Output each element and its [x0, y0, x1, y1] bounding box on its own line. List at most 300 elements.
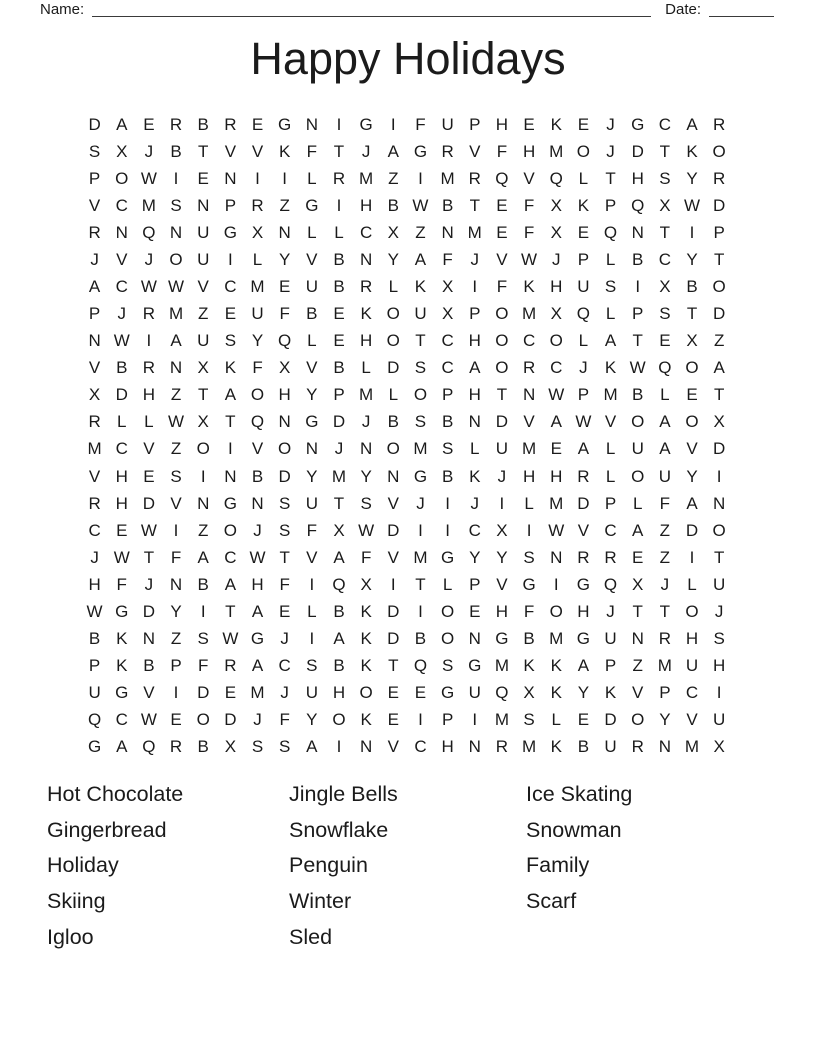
grid-letter: X — [251, 222, 264, 242]
grid-letter: M — [331, 466, 347, 486]
grid-letter: C — [115, 439, 128, 459]
grid-letter: B — [197, 574, 209, 594]
grid-letter: J — [280, 629, 289, 649]
grid-letter: P — [441, 710, 454, 730]
grid-letter: B — [333, 601, 345, 621]
grid-letter: G — [278, 114, 292, 134]
grid-letter: C — [550, 358, 563, 378]
grid-letter: N — [115, 222, 128, 242]
grid-letter: O — [631, 710, 645, 730]
grid-letter: L — [605, 466, 616, 486]
grid-letter: L — [144, 412, 154, 432]
grid-letter: I — [499, 493, 505, 513]
grid-letter: E — [279, 277, 291, 296]
grid-letter: J — [90, 547, 99, 567]
grid-letter: R — [88, 222, 101, 242]
grid-letter: O — [631, 466, 645, 486]
grid-letter: U — [441, 114, 454, 134]
grid-letter: E — [496, 222, 508, 242]
grid-letter: W — [86, 601, 103, 621]
grid-letter: A — [116, 737, 128, 757]
grid-letter: Z — [198, 304, 209, 324]
grid-letter: W — [113, 547, 130, 567]
grid-letter: A — [251, 601, 264, 621]
grid-letter: W — [249, 547, 266, 567]
grid-letter: A — [659, 439, 671, 459]
grid-letter: G — [250, 629, 265, 649]
grid-letter: V — [306, 358, 318, 378]
grid-letter: W — [629, 358, 646, 378]
word-list-item: Skiing — [47, 889, 106, 914]
grid-letter: H — [441, 737, 454, 757]
grid-letter: H — [88, 574, 101, 594]
grid-letter: K — [360, 601, 372, 621]
grid-letter: L — [578, 331, 589, 351]
grid-letter: R — [658, 629, 671, 649]
grid-letter: D — [713, 195, 726, 215]
grid-letter: L — [524, 493, 534, 513]
page-title: Happy Holidays — [250, 33, 566, 84]
grid-letter: V — [577, 520, 590, 540]
grid-letter: O — [712, 277, 726, 296]
grid-letter: B — [632, 249, 644, 269]
grid-letter: V — [469, 141, 481, 161]
grid-letter: P — [88, 168, 101, 188]
grid-letter: K — [686, 141, 698, 161]
grid-letter: W — [140, 277, 157, 296]
grid-letter: N — [550, 547, 563, 567]
grid-letter: G — [413, 141, 428, 161]
grid-letter: C — [522, 331, 536, 351]
grid-letter: H — [631, 168, 644, 188]
grid-letter: G — [631, 114, 645, 134]
grid-letter: O — [386, 331, 400, 351]
grid-letter: U — [604, 737, 617, 757]
grid-letter: H — [495, 601, 509, 621]
grid-letter: L — [442, 574, 453, 594]
grid-letter: E — [279, 601, 291, 621]
grid-letter: B — [333, 277, 345, 296]
grid-letter: Z — [170, 385, 182, 405]
grid-letter: C — [115, 710, 128, 730]
word-list-item: Ice Skating — [526, 782, 633, 806]
grid-letter: F — [306, 520, 318, 540]
grid-letter: F — [170, 547, 182, 567]
grid-letter: N — [142, 629, 156, 649]
grid-letter: X — [713, 412, 725, 432]
grid-letter: H — [360, 195, 373, 215]
grid-letter: R — [713, 168, 726, 188]
word-list-item: Hot Chocolate — [47, 782, 184, 806]
grid-letter: O — [495, 331, 509, 351]
grid-letter: D — [142, 601, 156, 621]
word-list-column — [526, 777, 632, 920]
word-list-item: Snowman — [526, 817, 622, 842]
grid-letter: O — [549, 331, 563, 351]
grid-letter: K — [523, 277, 535, 296]
grid-letter: R — [495, 737, 509, 757]
grid-letter: X — [224, 737, 237, 757]
grid-letter: S — [279, 493, 291, 513]
grid-letter: C — [604, 520, 617, 540]
grid-letter: X — [550, 195, 562, 215]
grid-letter: M — [141, 195, 156, 215]
grid-letter: B — [441, 466, 454, 486]
grid-letter: Y — [469, 547, 481, 567]
grid-letter: H — [332, 683, 346, 703]
grid-letter: I — [418, 520, 423, 540]
grid-letter: K — [604, 683, 617, 703]
grid-letter: I — [336, 195, 342, 215]
grid-letter: Q — [603, 222, 618, 242]
grid-letter: L — [307, 222, 317, 242]
grid-letter: R — [88, 412, 101, 432]
grid-letter: J — [416, 493, 425, 513]
grid-letter: L — [307, 168, 317, 188]
grid-letter: O — [685, 601, 699, 621]
grid-letter: N — [522, 385, 536, 405]
grid-letter: G — [115, 601, 129, 621]
grid-letter: X — [659, 195, 671, 215]
grid-letter: G — [576, 629, 590, 649]
grid-letter: F — [116, 574, 127, 594]
grid-letter: G — [115, 683, 129, 703]
grid-letter: I — [336, 114, 342, 134]
grid-letter: V — [306, 249, 318, 269]
grid-letter: U — [305, 277, 318, 296]
grid-letter: L — [578, 168, 589, 188]
grid-letter: V — [604, 412, 617, 432]
grid-letter: H — [142, 385, 156, 405]
grid-letter: X — [387, 222, 399, 242]
grid-letter: A — [306, 737, 318, 757]
grid-letter: B — [686, 277, 698, 296]
grid-letter: O — [685, 412, 699, 432]
grid-letter: J — [470, 249, 480, 269]
grid-letter: I — [146, 331, 152, 351]
grid-letter: L — [687, 574, 697, 594]
grid-letter: C — [360, 222, 373, 242]
grid-letter: W — [683, 195, 701, 215]
grid-letter: J — [280, 683, 289, 703]
grid-letter: T — [415, 331, 426, 351]
word-list-column — [47, 777, 183, 956]
grid-letter: F — [659, 493, 671, 513]
grid-letter: B — [387, 412, 399, 432]
grid-letter: J — [606, 141, 615, 161]
grid-letter: V — [632, 683, 644, 703]
grid-letter: T — [605, 168, 616, 188]
grid-letter: K — [604, 358, 617, 378]
grid-letter: E — [414, 683, 427, 703]
grid-letter: V — [387, 737, 399, 757]
grid-letter: D — [387, 601, 400, 621]
grid-letter: T — [198, 141, 209, 161]
grid-letter: L — [307, 331, 317, 351]
grid-letter: J — [660, 574, 670, 594]
grid-letter: A — [333, 629, 345, 649]
grid-letter: A — [632, 520, 644, 540]
grid-letter: D — [495, 412, 509, 432]
grid-letter: R — [360, 277, 373, 296]
grid-letter: D — [387, 520, 400, 540]
grid-letter: R — [713, 114, 726, 134]
grid-letter: P — [659, 683, 671, 703]
grid-letter: K — [550, 114, 562, 134]
grid-letter: I — [255, 168, 260, 188]
grid-letter: S — [441, 656, 454, 676]
grid-letter: R — [631, 737, 644, 757]
grid-letter: T — [713, 249, 725, 269]
grid-letter: F — [523, 601, 535, 621]
grid-letter: A — [713, 358, 725, 378]
grid-letter: X — [632, 574, 644, 594]
grid-letter: I — [472, 710, 478, 730]
grid-letter: X — [686, 331, 698, 351]
grid-letter: K — [116, 629, 128, 649]
grid-letter: T — [225, 412, 236, 432]
word-search-grid — [81, 111, 733, 761]
grid-letter: C — [658, 249, 671, 269]
grid-letter: H — [550, 466, 563, 486]
grid-letter: O — [332, 710, 346, 730]
grid-letter: D — [713, 304, 726, 324]
grid-letter: M — [549, 141, 564, 161]
grid-letter: R — [332, 168, 346, 188]
grid-letter: M — [87, 439, 102, 459]
grid-letter: I — [336, 737, 342, 757]
grid-letter: Y — [170, 601, 182, 621]
grid-letter: Q — [142, 222, 156, 242]
grid-letter: T — [686, 304, 698, 324]
grid-letter: Z — [632, 656, 643, 676]
grid-letter: N — [360, 737, 373, 757]
grid-letter: E — [469, 601, 481, 621]
grid-letter: F — [252, 358, 263, 378]
grid-letter: M — [657, 656, 672, 676]
grid-letter: F — [279, 304, 290, 324]
grid-letter: O — [495, 358, 509, 378]
grid-letter: G — [522, 574, 536, 594]
grid-letter: O — [386, 439, 400, 459]
grid-letter: M — [549, 493, 564, 513]
grid-letter: A — [116, 114, 128, 134]
grid-letter: S — [604, 277, 617, 296]
grid-letter: S — [414, 412, 427, 432]
grid-letter: F — [279, 574, 290, 594]
grid-letter: S — [279, 737, 291, 757]
word-list-item: Holiday — [47, 853, 119, 878]
grid-letter: B — [333, 249, 345, 269]
grid-letter: K — [116, 656, 128, 676]
grid-letter: U — [577, 277, 590, 296]
grid-letter: N — [169, 222, 183, 242]
grid-letter: M — [413, 547, 428, 567]
grid-letter: T — [713, 547, 725, 567]
grid-letter: V — [143, 683, 155, 703]
grid-letter: W — [412, 195, 429, 215]
grid-letter: X — [550, 222, 562, 242]
grid-letter: O — [712, 520, 726, 540]
grid-letter: Q — [495, 683, 509, 703]
grid-letter: U — [251, 304, 264, 324]
grid-letter: N — [197, 493, 210, 513]
grid-letter: H — [522, 466, 536, 486]
grid-letter: N — [387, 466, 400, 486]
grid-letter: N — [169, 574, 183, 594]
grid-letter: Z — [388, 168, 399, 188]
grid-letter: S — [523, 547, 535, 567]
grid-letter: C — [685, 683, 699, 703]
grid-letter: Z — [415, 222, 426, 242]
name-blank-line — [92, 1, 651, 17]
grid-letter: D — [631, 141, 644, 161]
grid-letter: T — [713, 385, 725, 405]
grid-letter: H — [685, 629, 699, 649]
grid-letter: G — [223, 493, 237, 513]
grid-letter: V — [523, 412, 535, 432]
grid-letter: J — [90, 249, 99, 269]
grid-letter: F — [496, 141, 508, 161]
grid-letter: Y — [387, 249, 399, 269]
grid-letter: V — [306, 547, 318, 567]
grid-letter: Z — [659, 547, 671, 567]
word-list-item: Winter — [289, 889, 352, 914]
grid-letter: D — [142, 493, 156, 513]
grid-letter: M — [250, 683, 265, 703]
grid-letter: V — [88, 466, 101, 486]
grid-letter: Q — [495, 168, 509, 188]
grid-letter: L — [470, 439, 480, 459]
grid-letter: D — [604, 710, 617, 730]
grid-letter: O — [386, 304, 400, 324]
grid-letter: M — [440, 168, 455, 188]
grid-letter: A — [333, 547, 345, 567]
grid-letter: E — [143, 466, 155, 486]
grid-letter: D — [278, 466, 291, 486]
grid-letter: E — [224, 304, 237, 324]
grid-letter: U — [631, 439, 644, 459]
grid-letter: I — [689, 547, 695, 567]
grid-letter: I — [418, 168, 423, 188]
grid-letter: C — [224, 547, 237, 567]
grid-letter: O — [196, 710, 210, 730]
grid-letter: M — [168, 304, 184, 324]
grid-letter: I — [173, 520, 179, 540]
grid-letter: R — [88, 493, 101, 513]
grid-letter: V — [387, 493, 399, 513]
grid-letter: V — [170, 493, 182, 513]
grid-letter: E — [224, 683, 237, 703]
grid-letter: R — [169, 737, 183, 757]
grid-letter: I — [716, 466, 722, 486]
grid-letter: A — [414, 249, 427, 269]
grid-letter: X — [713, 737, 725, 757]
grid-letter: I — [553, 574, 559, 594]
grid-letter: C — [115, 195, 128, 215]
grid-letter: W — [548, 385, 565, 405]
grid-letter: K — [360, 304, 372, 324]
grid-letter: X — [441, 277, 454, 296]
grid-letter: N — [278, 412, 291, 432]
grid-letter: A — [659, 412, 671, 432]
grid-letter: B — [523, 629, 535, 649]
grid-letter: N — [224, 168, 237, 188]
grid-letter: Q — [332, 574, 346, 594]
grid-letter: W — [168, 277, 185, 296]
grid-letter: H — [713, 656, 726, 676]
grid-letter: S — [88, 141, 101, 161]
grid-letter: X — [279, 358, 291, 378]
grid-letter: M — [521, 304, 537, 324]
grid-letter: N — [305, 114, 318, 134]
grid-letter: U — [305, 683, 318, 703]
grid-letter: K — [360, 629, 372, 649]
word-list-item: Snowflake — [289, 817, 389, 842]
grid-letter: M — [413, 439, 428, 459]
grid-letter: G — [495, 629, 509, 649]
grid-letter: S — [170, 466, 182, 486]
grid-letter: X — [333, 520, 345, 540]
grid-letter: K — [360, 710, 372, 730]
grid-letter: O — [631, 412, 645, 432]
grid-letter: Y — [686, 249, 698, 269]
grid-letter: T — [198, 385, 209, 405]
grid-letter: N — [169, 358, 183, 378]
grid-letter: L — [117, 412, 127, 432]
grid-letter: C — [278, 656, 291, 676]
grid-letter: Y — [360, 466, 372, 486]
grid-letter: V — [88, 195, 101, 215]
grid-letter: W — [222, 629, 239, 649]
grid-letter: R — [251, 195, 264, 215]
grid-letter: D — [387, 629, 400, 649]
grid-letter: K — [550, 683, 562, 703]
grid-letter: C — [658, 114, 671, 134]
grid-letter: I — [418, 710, 423, 730]
grid-letter: R — [224, 114, 237, 134]
grid-letter: B — [414, 629, 427, 649]
grid-letter: G — [440, 547, 455, 567]
grid-letter: I — [526, 520, 532, 540]
grid-letter: M — [684, 737, 700, 757]
grid-letter: Y — [251, 331, 264, 351]
grid-letter: G — [468, 656, 482, 676]
grid-letter: R — [577, 547, 590, 567]
grid-letter: O — [440, 629, 455, 649]
grid-letter: R — [604, 547, 617, 567]
grid-letter: T — [333, 141, 345, 161]
grid-letter: H — [468, 385, 481, 405]
grid-letter: K — [550, 737, 562, 757]
grid-letter: O — [250, 385, 265, 405]
grid-letter: C — [441, 331, 454, 351]
grid-letter: K — [279, 141, 291, 161]
grid-letter: G — [305, 412, 319, 432]
grid-letter: V — [523, 168, 535, 188]
grid-letter: D — [685, 520, 699, 540]
grid-letter: N — [658, 737, 671, 757]
grid-letter: A — [686, 493, 698, 513]
grid-letter: Z — [170, 629, 182, 649]
grid-letter: W — [575, 412, 592, 432]
grid-letter: I — [635, 277, 641, 296]
grid-letter: K — [360, 656, 372, 676]
grid-letter: B — [88, 629, 101, 649]
grid-letter: U — [713, 710, 726, 730]
grid-letter: I — [309, 574, 315, 594]
grid-letter: P — [170, 656, 182, 676]
